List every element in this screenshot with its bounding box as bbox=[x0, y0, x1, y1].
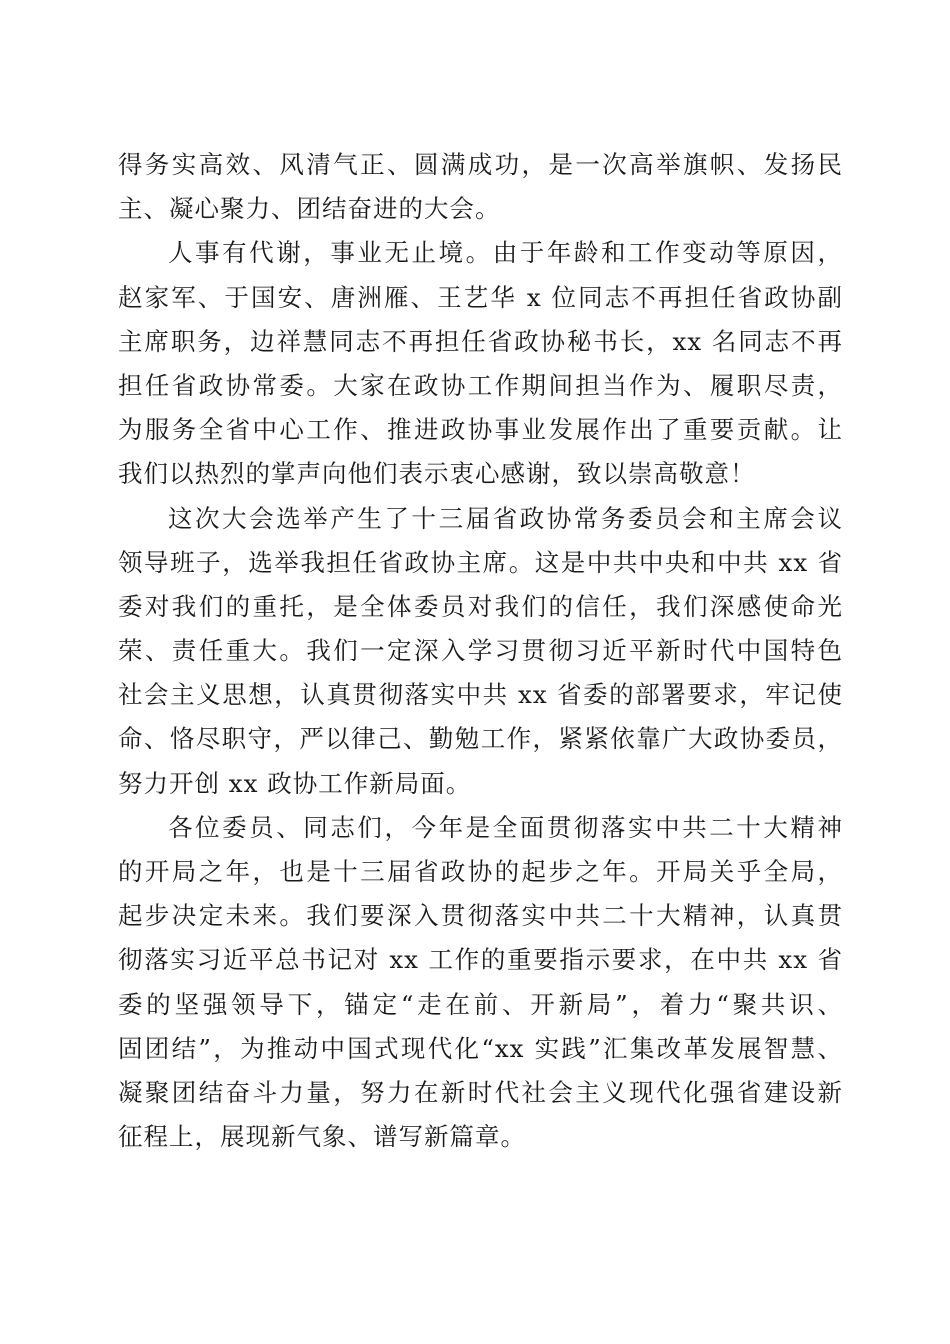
text-line: 征程上，展现新气象、谱写新篇章。 bbox=[118, 1122, 526, 1152]
paragraph-1 bbox=[118, 143, 843, 231]
paragraph-3 bbox=[118, 497, 843, 806]
paragraph-2 bbox=[118, 231, 843, 496]
text-line: 凝聚团结奋斗力量，努力在新时代社会主义现代化强省建设新 bbox=[118, 1077, 843, 1107]
text-line: 委的坚强领导下，锚定“走在前、开新局”，着力“聚共识、 bbox=[118, 989, 843, 1019]
text-line: 人事有代谢，事业无止境。由于年龄和工作变动等原因， bbox=[168, 238, 843, 268]
paragraph-4 bbox=[118, 806, 843, 1160]
text-line: 社会主义思想，认真贯彻落实中共 xx 省委的部署要求，牢记使 bbox=[118, 680, 843, 710]
text-line: 固团结”，为推动中国式现代化“xx 实践”汇集改革发展智慧、 bbox=[118, 1033, 843, 1063]
text-line: 得务实高效、风清气正、圆满成功，是一次高举旗帜、发扬民 bbox=[118, 150, 843, 179]
text-line: 担任省政协常委。大家在政协工作期间担当作为、履职尽责， bbox=[118, 370, 843, 400]
text-line: 这次大会选举产生了十三届省政协常务委员会和主席会议 bbox=[168, 503, 843, 533]
text-line: 命、恪尽职守，严以律己、勤勉工作，紧紧依靠广大政协委员， bbox=[118, 724, 843, 754]
text-line: 荣、责任重大。我们一定深入学习贯彻习近平新时代中国特色 bbox=[118, 636, 843, 666]
text-line: 为服务全省中心工作、推进政协事业发展作出了重要贡献。让 bbox=[118, 415, 843, 445]
text-line: 主席职务，边祥慧同志不再担任省政协秘书长，xx 名同志不再 bbox=[118, 326, 843, 356]
document-body bbox=[118, 143, 843, 1159]
text-line: 努力开创 xx 政协工作新局面。 bbox=[118, 768, 472, 798]
text-line: 主、凝心聚力、团结奋进的大会。 bbox=[118, 194, 501, 224]
text-line: 的开局之年，也是十三届省政协的起步之年。开局关乎全局， bbox=[118, 857, 843, 886]
text-line: 起步决定未来。我们要深入贯彻落实中共二十大精神，认真贯 bbox=[118, 901, 843, 931]
text-line: 领导班子，选举我担任省政协主席。这是中共中央和中共 xx 省 bbox=[118, 547, 843, 577]
text-line: 赵家军、于国安、唐洲雁、王艺华 x 位同志不再担任省政协副 bbox=[118, 282, 843, 312]
text-line: 各位委员、同志们，今年是全面贯彻落实中共二十大精神 bbox=[168, 812, 843, 842]
text-line: 委对我们的重托，是全体委员对我们的信任，我们深感使命光 bbox=[118, 591, 843, 621]
text-line: 我们以热烈的掌声向他们表示衷心感谢，致以崇高敬意！ bbox=[118, 459, 756, 489]
text-line: 彻落实习近平总书记对 xx 工作的重要指示要求，在中共 xx 省 bbox=[118, 945, 843, 975]
